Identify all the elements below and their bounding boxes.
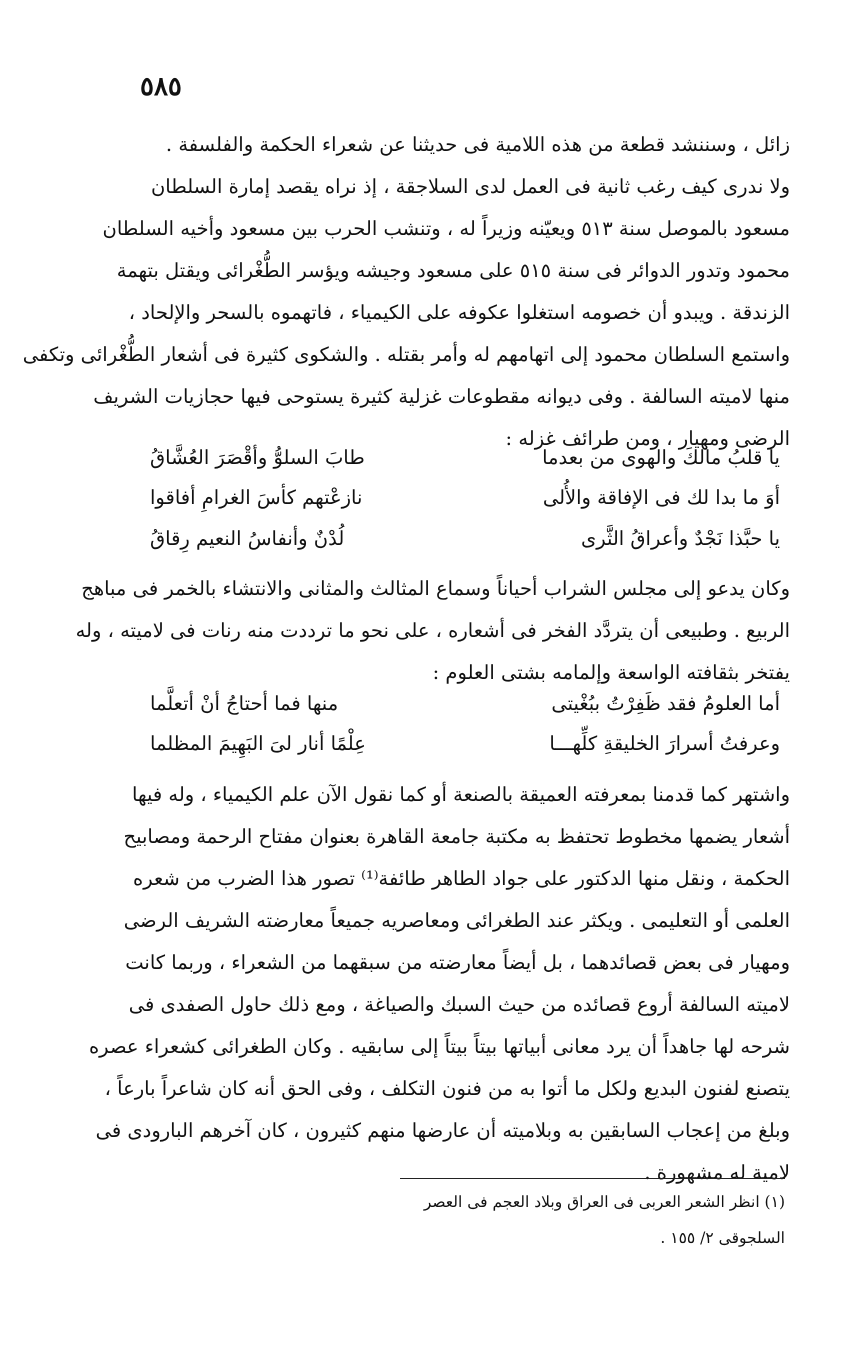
text-line: ولا ندرى كيف رغب ثانية فى العمل لدى السلاجقة ، إذ نراه يقصد إمارة السلطان (150, 175, 790, 198)
verse-first-hemistich: يا حبَّذا نَجْدٌ وأعراقُ الثَّرى (580, 527, 780, 550)
verse-second-hemistich: نازعْتهم كأسَ الغرامِ أفاقوا (150, 486, 363, 509)
verse-line (150, 486, 780, 528)
text-line: زائل ، وسننشد قطعة من هذه اللامية فى حديثنا عن شعراء الحكمة والفلسفة . (165, 133, 790, 156)
footnote-divider (400, 1178, 785, 1179)
text-line: الحكمة ، ونقل منها الدكتور على جواد الطاهر طائفة⁽¹⁾ تصور هذا الضرب من شعره (132, 867, 790, 890)
paragraph-3 (88, 774, 790, 1194)
text-line: وبلغ من إعجاب السابقين به وبلاميته أن عارضها منهم كثيرون ، كان آخرهم البارودى فى (95, 1119, 790, 1142)
text-line: يفتخر بثقافته الواسعة وإلمامه بشتى العلوم : (432, 661, 790, 684)
footnote-line: (١) انظر الشعر العربى فى العراق وبلاد العجم فى العصر (423, 1193, 785, 1211)
text-line: محمود وتدور الدوائر فى سنة ٥١٥ على مسعود وجيشه ويؤسر الطُّغْرائى ويقتل بتهمة (116, 259, 790, 282)
footnote-line: السلجوقى ٢/ ١٥٥ . (660, 1229, 785, 1247)
paragraph-2 (75, 568, 790, 694)
verse-second-hemistich: لُدْنٌ وأنفاسُ النعيم رِقاقُ (150, 527, 345, 550)
text-line: مسعود بالموصل سنة ٥١٣ ويعيّنه وزيراً له ، وتنشب الحرب بين مسعود وأخيه السلطان (102, 217, 790, 240)
text-line: وكان يدعو إلى مجلس الشراب أحياناً وسماع المثالث والمثانى والانتشاء بالخمر فى مباهج (81, 577, 790, 600)
text-line: الربيع . وطبيعى أن يتردَّد الفخر فى أشعاره ، على نحو ما ترددت منه رنات فى لاميته ، وله (75, 619, 790, 642)
verse-second-hemistich: عِلْمًا أنار لىَ البَهِيمَ المظلما (150, 732, 366, 755)
verse-line (150, 446, 780, 488)
text-line: واستمع السلطان محمود إلى اتهامهم له وأمر بقتله . والشكوى كثيرة فى أشعار الطُّغْرائى وتكفى (22, 343, 790, 366)
verse-line (150, 527, 780, 569)
text-line: لاميته السالفة أروع قصائده من حيث السبك والصياغة ، ومع ذلك حاول الصفدى فى (128, 993, 790, 1016)
text-line: الرضى ومهيار ، ومن طرائف غزله : (505, 427, 790, 450)
paragraph-1 (22, 124, 790, 460)
text-line: شرحه لها جاهداً أن يرد معانى أبياتها بيتاً بيتاً إلى سابقيه . وكان الطغرائى كشعراء عصره (88, 1035, 790, 1058)
text-line: لامية له مشهورة . (644, 1161, 790, 1184)
verse-line (150, 692, 780, 734)
text-line: ومهيار فى بعض قصائدهما ، بل أيضاً معارضته من سبقهما من الشعراء ، وربما كانت (125, 951, 790, 974)
text-line: واشتهر كما قدمنا بمعرفته العميقة بالصنعة أو كما نقول الآن علم الكيمياء ، وله فيها (132, 783, 790, 806)
footnote (380, 1184, 785, 1256)
verse-second-hemistich: طابَ السلوُّ وأقْصَرَ العُشَّاقُ (150, 446, 365, 469)
text-line: الزندقة . ويبدو أن خصومه استغلوا عكوفه على الكيمياء ، فاتهموه بالسحر والإلحاد ، (128, 301, 790, 324)
page-number: ٥٨٥ (140, 72, 182, 102)
text-line: يتصنع لفنون البديع ولكل ما أتوا به من فنون التكلف ، وفى الحق أنه كان شاعراً بارعاً ، (104, 1077, 790, 1100)
verse-first-hemistich: وعرفتُ أسرارَ الخليقةِ كلِّهـــا (549, 732, 780, 755)
verse-first-hemistich: أما العلومُ فقد ظَفِرْتُ ببُغْيتى (551, 692, 780, 715)
text-line: أشعار يضمها مخطوط تحتفظ به مكتبة جامعة القاهرة بعنوان مفتاح الرحمة ومصابيح (123, 825, 790, 848)
text-line: العلمى أو التعليمى . ويكثر عند الطغرائى ومعاصريه جميعاً معارضته الشريف الرضى (123, 909, 790, 932)
verse-second-hemistich: منها فما أحتاجُ أنْ أتعلَّما (150, 692, 339, 715)
verse-line (150, 732, 780, 774)
verse-first-hemistich: يا قلبُ مالكَ والهوى من بعدما (542, 446, 780, 469)
text-line: منها لاميته السالفة . وفى ديوانه مقطوعات غزلية كثيرة يستوحى فيها حجازيات الشريف (93, 385, 790, 408)
verse-first-hemistich: أوَ ما بدا لك فى الإفاقة والأُلى (542, 486, 780, 509)
